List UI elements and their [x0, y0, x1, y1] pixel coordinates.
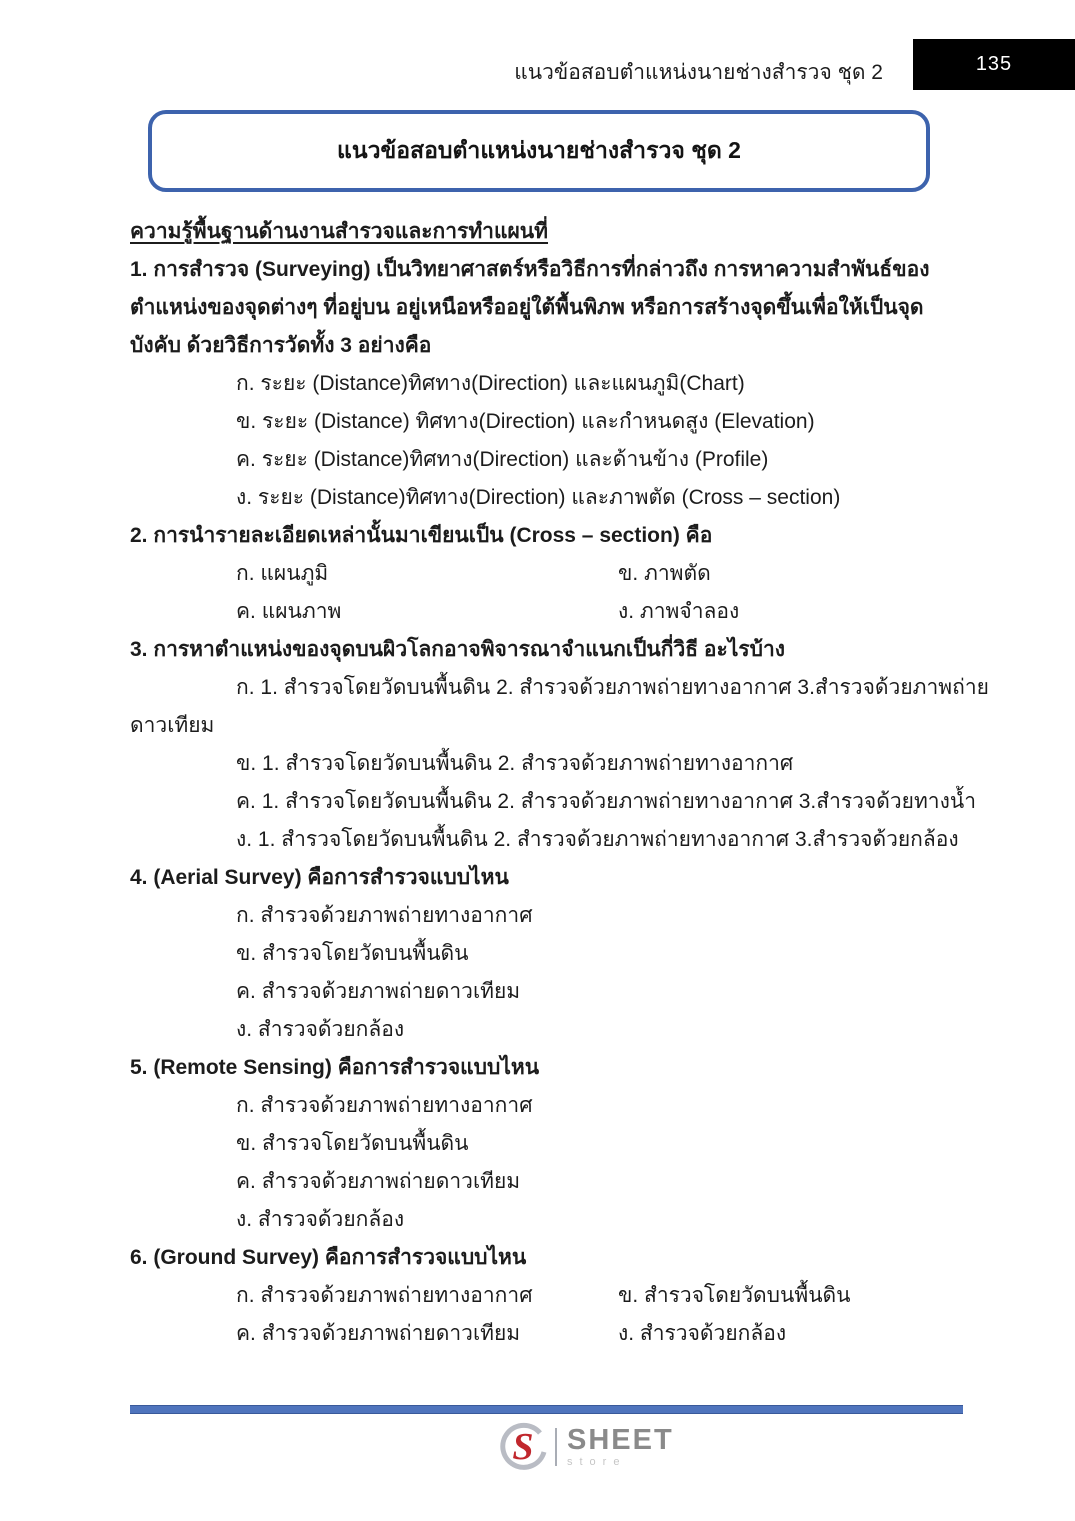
- question-block-1: [130, 251, 950, 517]
- exam-title-box: [148, 110, 930, 192]
- footer-divider-bar: [130, 1405, 963, 1414]
- answer-choice: ง. สำรวจด้วยกล้อง: [236, 1018, 405, 1041]
- answer-choice-row: [130, 555, 950, 593]
- question-stem-line: 3. การหาตำแหน่งของจุดบนผิวโลกอาจพิจารณาจำแนกเป็นกี่วิธี อะไรบ้าง: [130, 638, 786, 661]
- questions-list: [130, 251, 989, 1353]
- section-heading: ความรู้พื้นฐานด้านงานสำรวจและการทำแผนที่: [130, 220, 549, 243]
- answer-choice-row: [130, 1277, 950, 1315]
- question-stem-line: 4. (Aerial Survey) คือการสำรวจแบบไหน: [130, 866, 509, 889]
- question-block-6: [130, 1239, 950, 1353]
- answer-choice: ก. สำรวจด้วยภาพถ่ายทางอากาศ: [236, 904, 533, 927]
- document-body: [130, 213, 989, 1353]
- question-block-4: [130, 859, 950, 1049]
- answer-choice: ข. สำรวจโดยวัดบนพื้นดิน: [236, 942, 469, 965]
- answer-choice: ค. ระยะ (Distance)ทิศทาง(Direction) และด้านข้าง (Profile): [236, 448, 769, 471]
- answer-choice: ง. ภาพจำลอง: [618, 600, 740, 623]
- answer-choice: ก. 1. สำรวจโดยวัดบนพื้นดิน 2. สำรวจด้วยภาพถ่ายทางอากาศ 3.สำรวจด้วยภาพถ่าย: [236, 676, 989, 699]
- answer-choice: ข. สำรวจโดยวัดบนพื้นดิน: [236, 1132, 469, 1155]
- answer-choice: ค. สำรวจด้วยภาพถ่ายดาวเทียม: [236, 980, 521, 1003]
- answer-choice-continuation: ดาวเทียม: [130, 714, 215, 737]
- exam-title: แนวข้อสอบตำแหน่งนายช่างสำรวจ ชุด 2: [337, 137, 741, 163]
- answer-choice: ก. ระยะ (Distance)ทิศทาง(Direction) และแผนภูมิ(Chart): [236, 372, 745, 395]
- question-stem-line: บังคับ ด้วยวิธีการวัดทั้ง 3 อย่างคือ: [130, 334, 432, 357]
- answer-choice: ง. 1. สำรวจโดยวัดบนพื้นดิน 2. สำรวจด้วยภาพถ่ายทางอากาศ 3.สำรวจด้วยกล้อง: [236, 828, 959, 851]
- answer-choice: ข. ภาพตัด: [618, 562, 711, 585]
- question-stem-line: 5. (Remote Sensing) คือการสำรวจแบบไหน: [130, 1056, 540, 1079]
- answer-choice: ก. แผนภูมิ: [236, 562, 329, 585]
- answer-choice: ง. ระยะ (Distance)ทิศทาง(Direction) และภาพตัด (Cross – section): [236, 486, 841, 509]
- question-block-5: [130, 1049, 950, 1239]
- answer-choice: ค. สำรวจด้วยภาพถ่ายดาวเทียม: [236, 1322, 521, 1345]
- answer-choice: ค. แผนภาพ: [236, 600, 342, 623]
- svg-text:S: S: [512, 1426, 534, 1468]
- page-number: 135: [975, 53, 1013, 75]
- logo-title: SHEET: [567, 1424, 674, 1456]
- question-stem-line: 2. การนำรายละเอียดเหล่านั้นมาเขียนเป็น (Cross – section) คือ: [130, 524, 713, 547]
- answer-choice: ข. สำรวจโดยวัดบนพื้นดิน: [618, 1284, 851, 1307]
- question-stem-line: 1. การสำรวจ (Surveying) เป็นวิทยาศาสตร์หรือวิธีการที่กล่าวถึง การหาความสำพันธ์ของ: [130, 258, 930, 281]
- answer-choice: ก. สำรวจด้วยภาพถ่ายทางอากาศ: [236, 1284, 533, 1307]
- question-stem-line: 6. (Ground Survey) คือการสำรวจแบบไหน: [130, 1246, 527, 1269]
- logo-divider: [555, 1428, 557, 1466]
- answer-choice: ข. 1. สำรวจโดยวัดบนพื้นดิน 2. สำรวจด้วยภาพถ่ายทางอากาศ: [236, 752, 794, 775]
- answer-choice: ง. สำรวจด้วยกล้อง: [236, 1208, 405, 1231]
- logo-subtitle: store: [567, 1456, 627, 1468]
- sheet-store-logo: [497, 1421, 674, 1473]
- question-block-2: [130, 517, 950, 631]
- answer-choice: ค. สำรวจด้วยภาพถ่ายดาวเทียม: [236, 1170, 521, 1193]
- logo-s-icon: [497, 1421, 549, 1473]
- answer-choice: ง. สำรวจด้วยกล้อง: [618, 1322, 787, 1345]
- question-block-3: [130, 631, 989, 859]
- page-number-box: [913, 39, 1075, 90]
- question-stem-line: ตำแหน่งของจุดต่างๆ ที่อยู่บน อยู่เหนือหรืออยู่ใต้พื้นพิภพ หรือการสร้างจุดขึ้นเพื่อให้เป็นจุด: [130, 296, 924, 319]
- answer-choice: ข. ระยะ (Distance) ทิศทาง(Direction) และกำหนดสูง (Elevation): [236, 410, 815, 433]
- answer-choice-row: [130, 1315, 950, 1353]
- logo-text: [567, 1426, 674, 1468]
- answer-choice: ก. สำรวจด้วยภาพถ่ายทางอากาศ: [236, 1094, 533, 1117]
- answer-choice: ค. 1. สำรวจโดยวัดบนพื้นดิน 2. สำรวจด้วยภาพถ่ายทางอากาศ 3.สำรวจด้วยทางน้ำ: [236, 790, 977, 813]
- answer-choice-row: [130, 593, 950, 631]
- running-header-title: แนวข้อสอบตำแหน่งนายช่างสำรวจ ชุด 2: [514, 61, 883, 84]
